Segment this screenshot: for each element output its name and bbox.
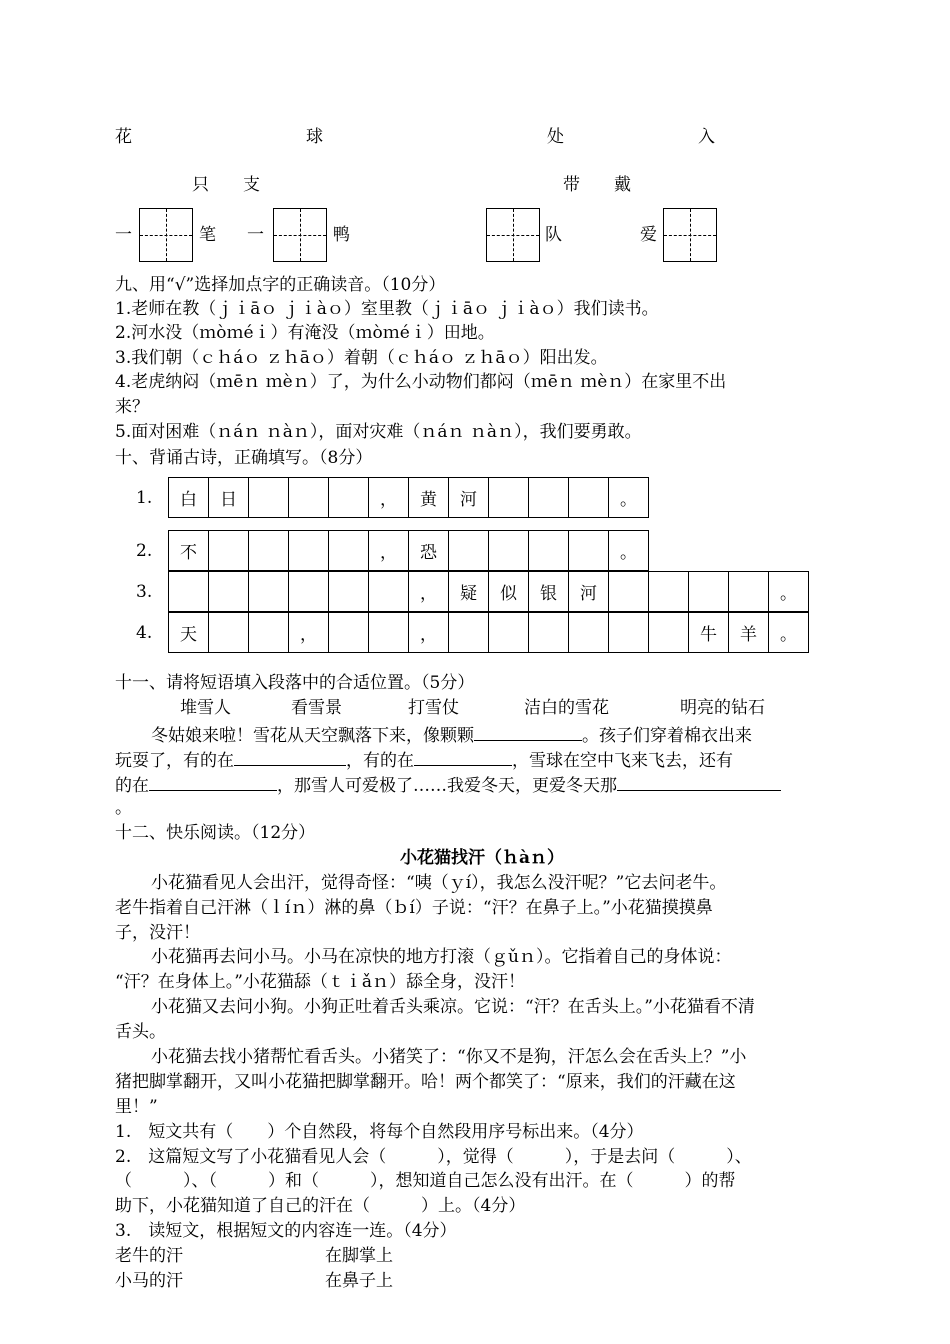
char-dui: 队 [545, 225, 562, 245]
poem-cell[interactable]: ， [369, 478, 409, 518]
poem-cell[interactable] [569, 531, 609, 571]
fill-blank[interactable] [234, 747, 346, 766]
story-line: 小花猫去找小猪帮忙看舌头。小猪笑了：“你又不是狗，汗怎么会在舌头上？”小 [151, 1047, 747, 1067]
poem-cell[interactable] [449, 531, 489, 571]
fill-blank[interactable] [414, 747, 512, 766]
poem-cell[interactable] [209, 531, 249, 571]
poem-cell[interactable] [529, 478, 569, 518]
match-left[interactable]: 小马的汗 [115, 1271, 183, 1291]
poem-cell[interactable]: ， [409, 613, 449, 653]
poem-cell[interactable] [169, 572, 209, 612]
poem-cell[interactable]: 羊 [729, 613, 769, 653]
poem-cell[interactable] [249, 613, 289, 653]
char-yi-2: 一 [247, 225, 264, 245]
char-ai: 爱 [640, 225, 657, 245]
question-1: 1. 短文共有（ ）个自然段，将每个自然段用序号标出来。（4分） [115, 1122, 644, 1142]
choice-pair-right: 带 戴 [563, 175, 631, 195]
char-yi-1: 一 [115, 225, 132, 245]
phrase-option: 看雪景 [291, 698, 342, 718]
poem-cell[interactable]: ， [369, 531, 409, 571]
poem-cell[interactable]: ， [409, 572, 449, 612]
poem-cell[interactable] [689, 572, 729, 612]
poem-cell[interactable] [569, 613, 609, 653]
char-ya: 鸭 [333, 225, 350, 245]
story-line: 老牛指着自己汗淋（ｌíｎ）淋的鼻（ｂí）子说：“汗？在鼻子上。”小花猫摸摸鼻 [115, 898, 713, 918]
poem-cell[interactable] [289, 572, 329, 612]
choice-pair-left: 只 支 [192, 175, 260, 195]
tianzige-box[interactable] [486, 208, 540, 262]
poem-cell[interactable]: 疑 [449, 572, 489, 612]
poem-cell[interactable] [209, 572, 249, 612]
poem-cell[interactable]: 。 [609, 531, 649, 571]
poem-cell[interactable] [249, 572, 289, 612]
story-title: 小花猫找汗（ｈàｎ） [400, 848, 565, 868]
section-9-item-1: 1.老师在教（ｊｉāｏ ｊｉàｏ）室里教（ｊｉāｏ ｊｉàｏ）我们读书。 [115, 299, 659, 319]
poem-cell[interactable] [489, 478, 529, 518]
question-2-cont: （ ）、（ ）和（ ），想知道自己怎么没有出汗。在（ ）的帮 [115, 1171, 736, 1191]
section-10-title: 十、背诵古诗，正确填写。（8分） [115, 448, 373, 468]
section-9-item-2: 2.河水没（ｍòｍéｉ）有淹没（ｍòｍéｉ）田地。 [115, 323, 495, 343]
phrase-option: 堆雪人 [180, 698, 231, 718]
tianzige-box[interactable] [273, 208, 327, 262]
poem-cell[interactable] [369, 572, 409, 612]
poem-cell[interactable]: 河 [569, 572, 609, 612]
poem-cell[interactable] [729, 572, 769, 612]
word-hua: 花 [115, 127, 132, 147]
story-line: 里！” [115, 1097, 158, 1117]
poem-row-4 [168, 612, 809, 653]
question-2: 2. 这篇短文写了小花猫看见人会（ ），觉得（ ），于是去问（ ）、 [115, 1147, 752, 1167]
poem-cell[interactable] [649, 613, 689, 653]
poem-cell[interactable] [609, 613, 649, 653]
fill-blank[interactable] [474, 722, 582, 741]
poem-cell[interactable]: 不 [169, 531, 209, 571]
fill-blank[interactable] [617, 772, 781, 791]
poem-cell[interactable]: 似 [489, 572, 529, 612]
section-9-item-3: 3.我们朝（ｃｈáｏ ｚｈāｏ）着朝（ｃｈáｏ ｚｈāｏ）阳出发。 [115, 348, 608, 368]
story-line: 小花猫又去问小狗。小狗正吐着舌头乘凉。它说：“汗？在舌头上。”小花猫看不清 [151, 997, 755, 1017]
match-right[interactable]: 在鼻子上 [325, 1271, 393, 1291]
poem-row-number: 3. [136, 582, 153, 602]
poem-cell[interactable]: ， [289, 613, 329, 653]
paragraph-line: 玩耍了，有的在 ，有的在 ，雪球在空中飞来飞去，还有 [115, 747, 733, 772]
paragraph-line: 。 [115, 798, 132, 818]
poem-cell[interactable] [209, 613, 249, 653]
poem-cell[interactable] [529, 531, 569, 571]
poem-row-number: 1. [136, 488, 153, 508]
section-12-title: 十二、快乐阅读。（12分） [115, 823, 316, 843]
poem-cell[interactable] [489, 531, 529, 571]
question-3: 3. 读短文，根据短文的内容连一连。（4分） [115, 1221, 457, 1241]
poem-cell[interactable] [289, 531, 329, 571]
story-line: 猪把脚掌翻开，又叫小花猫把脚掌翻开。哈！两个都笑了：“原来，我们的汗藏在这 [115, 1072, 736, 1092]
section-11-title: 十一、请将短语填入段落中的合适位置。（5分） [115, 673, 475, 693]
story-line: 子，没汗！ [115, 923, 200, 943]
word-ru: 入 [698, 127, 715, 147]
poem-cell[interactable] [329, 531, 369, 571]
poem-row-3 [168, 571, 809, 612]
poem-cell[interactable] [489, 613, 529, 653]
poem-cell[interactable]: 恐 [409, 531, 449, 571]
poem-cell[interactable] [569, 478, 609, 518]
poem-cell[interactable] [369, 613, 409, 653]
poem-cell[interactable]: 天 [169, 613, 209, 653]
poem-cell[interactable] [329, 613, 369, 653]
poem-cell[interactable]: 黄 [409, 478, 449, 518]
poem-cell[interactable]: 。 [769, 572, 809, 612]
poem-cell[interactable] [249, 531, 289, 571]
poem-row-2 [168, 530, 649, 571]
story-line: 小花猫看见人会出汗，觉得奇怪：“咦（ｙí），我怎么没汗呢？”它去问老牛。 [151, 873, 727, 893]
section-9-item-5: 5.面对困难（ｎáｎ ｎàｎ），面对灾难（ｎáｎ ｎàｎ），我们要勇敢。 [115, 422, 642, 442]
match-left[interactable]: 老牛的汗 [115, 1246, 183, 1266]
poem-cell[interactable]: 。 [769, 613, 809, 653]
poem-cell[interactable] [609, 572, 649, 612]
poem-cell[interactable]: 牛 [689, 613, 729, 653]
section-9-item-4-cont: 来？ [115, 397, 149, 417]
poem-cell[interactable] [529, 613, 569, 653]
poem-row-1 [168, 477, 649, 518]
story-line: 小花猫再去问小马。小马在凉快的地方打滚（ｇǔｎ）。它指着自己的身体说： [151, 947, 732, 967]
tianzige-box[interactable] [139, 208, 193, 262]
word-qiu: 球 [306, 127, 323, 147]
poem-cell[interactable]: 白 [169, 478, 209, 518]
poem-cell[interactable]: 。 [609, 478, 649, 518]
phrase-option: 打雪仗 [408, 698, 459, 718]
phrase-option: 洁白的雪花 [524, 698, 609, 718]
match-right[interactable]: 在脚掌上 [325, 1246, 393, 1266]
poem-cell[interactable]: 河 [449, 478, 489, 518]
phrase-option: 明亮的钻石 [680, 698, 765, 718]
poem-cell[interactable]: 银 [529, 572, 569, 612]
poem-cell[interactable]: 日 [209, 478, 249, 518]
fill-blank[interactable] [149, 772, 277, 791]
word-chu: 处 [547, 127, 564, 147]
poem-cell[interactable] [649, 572, 689, 612]
question-2-cont: 助下，小花猫知道了自己的汗在（ ）上。（4分） [115, 1196, 526, 1216]
story-line: “汗？在身体上。”小花猫舔（ｔｉǎｎ）舔全身，没汗！ [115, 972, 526, 992]
poem-cell[interactable] [329, 478, 369, 518]
poem-cell[interactable] [329, 572, 369, 612]
char-bi: 笔 [199, 225, 216, 245]
poem-cell[interactable] [289, 478, 329, 518]
poem-cell[interactable] [449, 613, 489, 653]
poem-row-number: 2. [136, 541, 153, 561]
section-9-item-4: 4.老虎纳闷（ｍēｎ ｍèｎ）了，为什么小动物们都闷（ｍēｎ ｍèｎ）在家里不出 [115, 372, 727, 392]
paragraph-line: 的在 ，那雪人可爱极了……我爱冬天，更爱冬天那 [115, 772, 781, 797]
poem-cell[interactable] [249, 478, 289, 518]
story-line: 舌头。 [115, 1022, 166, 1042]
poem-row-number: 4. [136, 623, 153, 643]
section-9-title: 九、用“√”选择加点字的正确读音。（10分） [115, 275, 446, 295]
paragraph-line: 冬姑娘来啦！雪花从天空飘落下来，像颗颗 。孩子们穿着棉衣出来 [151, 722, 752, 747]
tianzige-box[interactable] [663, 208, 717, 262]
